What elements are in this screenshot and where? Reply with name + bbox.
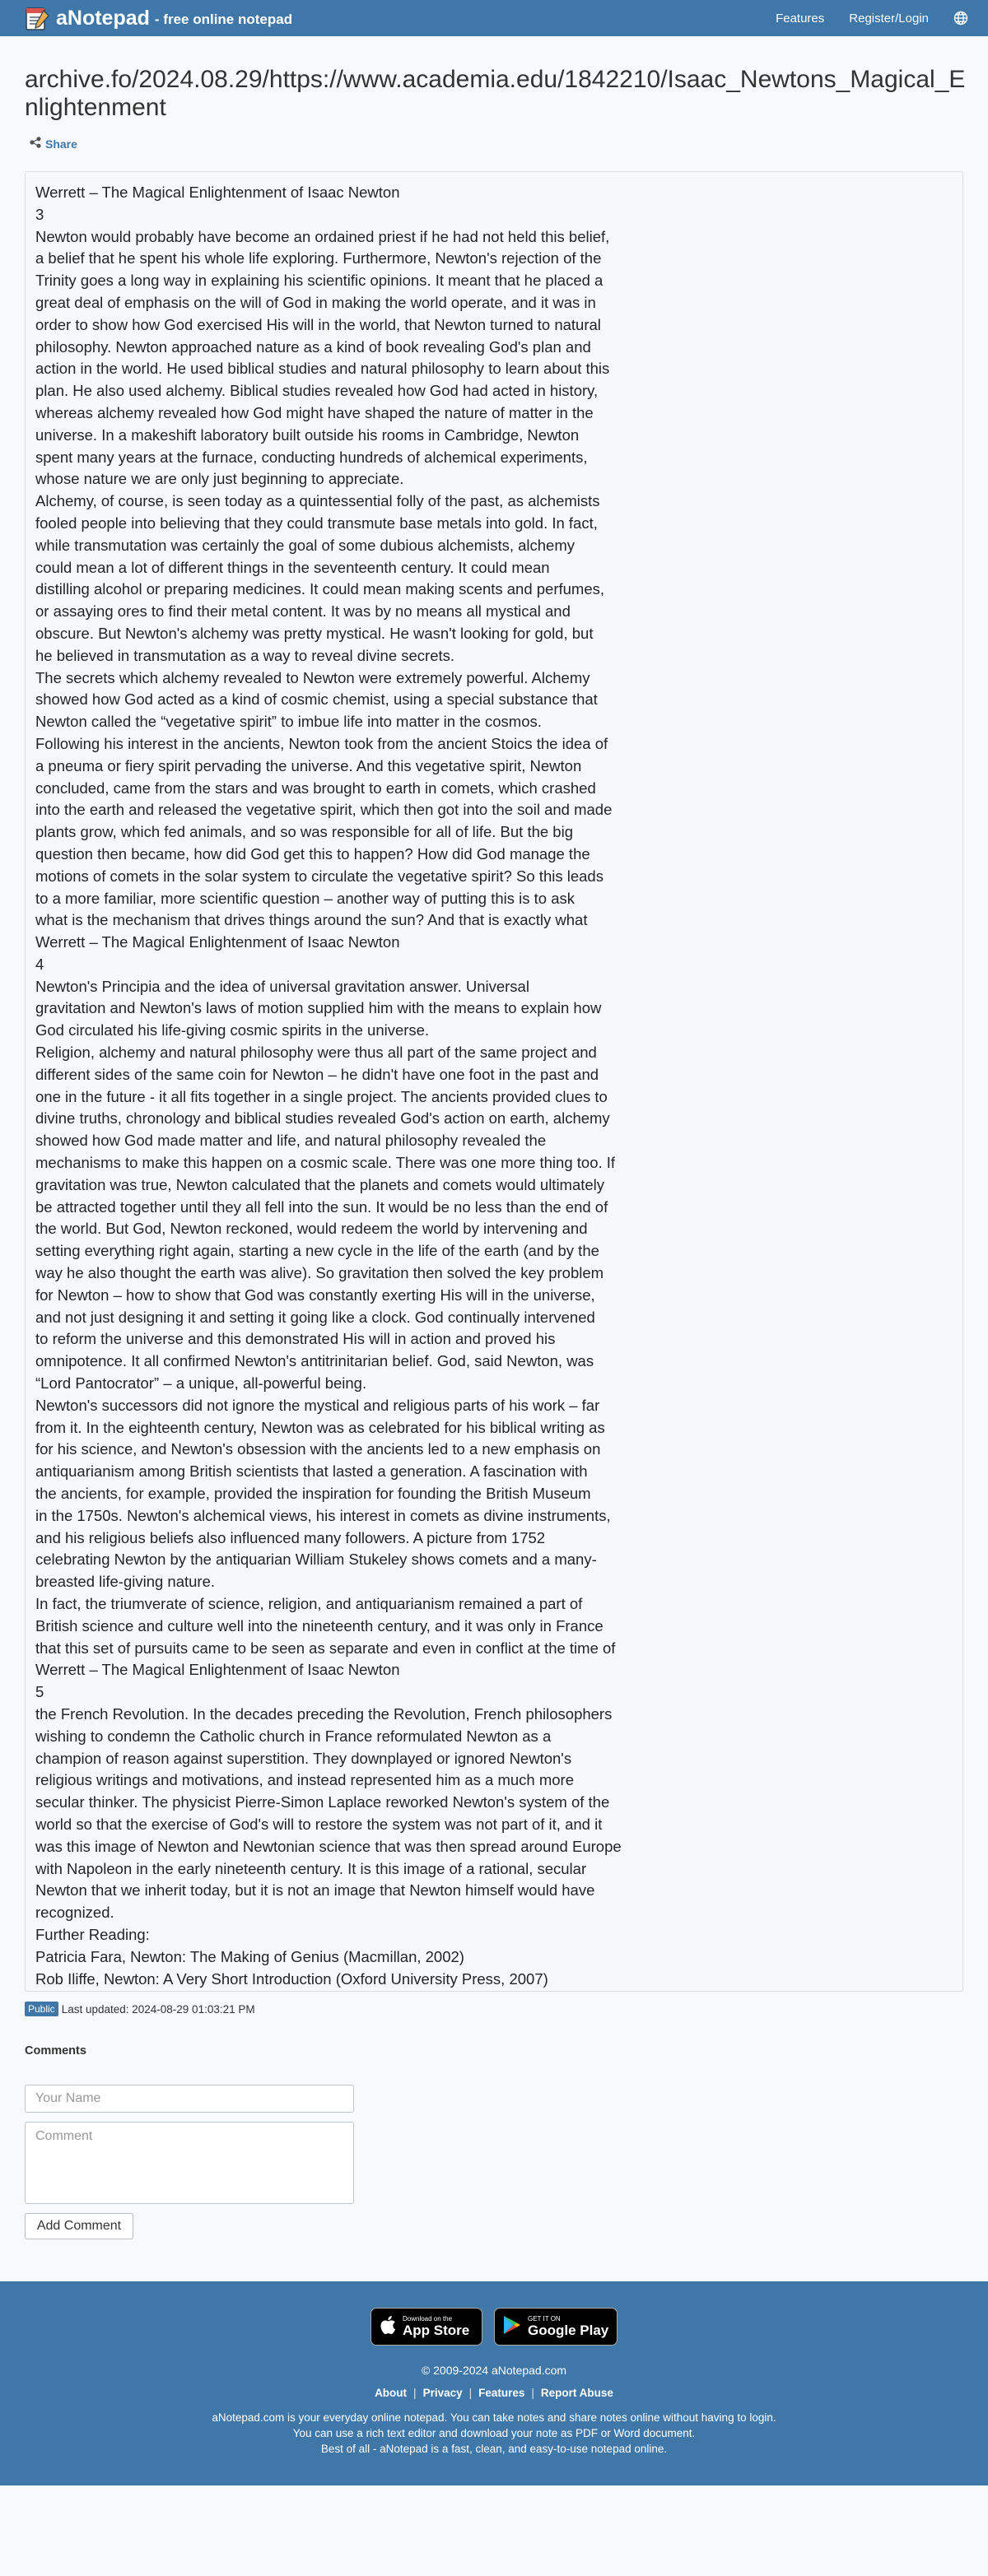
google-play-small-text: GET IT ON: [528, 2315, 561, 2323]
note-line: concluded, came from the stars and was brought to earth in comets, which crashed: [35, 779, 596, 797]
footer-link-privacy[interactable]: Privacy: [422, 2387, 463, 2399]
footer-description: [0, 2410, 988, 2457]
note-line: the ancients, for example, provided the inspiration for founding the British Museum: [35, 1485, 591, 1503]
note-line: Newton that we inherit today, but it is not an image that Newton himself would have: [35, 1881, 595, 1899]
note-line: omnipotence. It all confirmed Newton's antitrinitarian belief. God, said Newton, was: [35, 1352, 594, 1370]
note-line: The secrets which alchemy revealed to Newton were extremely powerful. Alchemy: [35, 668, 590, 686]
add-comment-button[interactable]: Add Comment: [25, 2213, 133, 2239]
note-line: Alchemy, of course, is seen today as a quintessential folly of the past, as alchemists: [35, 492, 600, 510]
comment-textarea[interactable]: [25, 2122, 354, 2204]
note-line: question then became, how did God get this to happen? How did God manage the: [35, 844, 590, 863]
note-line: what is the mechanism that drives things around the sun? And that is exactly what: [35, 911, 588, 929]
note-line: or assaying ores to find their metal content. It was by no means all mystical and: [35, 602, 571, 621]
note-title: archive.fo/2024.08.29/https://www.academia.edu/1842210/Isaac_Newtons_Magical_Enlightenment: [25, 66, 966, 121]
note-line: Rob Iliffe, Newton: A Very Short Introduction (Oxford University Press, 2007): [35, 1969, 548, 1988]
note-line: celebrating Newton by the antiquarian William Stukeley shows comets and a many-: [35, 1551, 597, 1569]
note-line: world so that the exercise of God's will to restore the system was not part of it, and it: [35, 1815, 603, 1833]
note-line: Further Reading:: [35, 1925, 150, 1943]
google-play-badge[interactable]: [494, 2308, 618, 2346]
note-line: showed how God made matter and life, and natural philosophy revealed the: [35, 1132, 547, 1150]
note-line: showed how God acted as a kind of cosmic chemist, using a special substance that: [35, 690, 598, 709]
footer-link-separator: |: [531, 2387, 534, 2399]
note-line: the world. But God, Newton reckoned, would redeem the world by intervening and: [35, 1220, 588, 1238]
note-line: was this image of Newton and Newtonian science that was then spread around Europe: [35, 1837, 622, 1855]
note-line: Newton's successors did not ignore the mystical and religious parts of his work – far: [35, 1396, 600, 1414]
note-line: while transmutation was certainly the goal of some dubious alchemists, alchemy: [35, 536, 576, 554]
footer-link-about[interactable]: About: [375, 2387, 408, 2399]
note-line: God circulated his life-giving cosmic spirits in the universe.: [35, 1021, 430, 1039]
note-line: could mean a lot of different things in the seventeenth century. It could mean: [35, 558, 550, 576]
footer-link-separator: |: [413, 2387, 417, 2399]
note-line: great deal of emphasis on the will of God in making the world operate, and it was in: [35, 293, 596, 311]
note-line: In fact, the triumverate of science, religion, and antiquarianism remained a part of: [35, 1595, 583, 1612]
brand-name: aNotepad: [56, 6, 150, 30]
note-line: and his religious beliefs also influenced many followers. A picture from 1752: [35, 1528, 546, 1546]
note-line: 5: [35, 1683, 44, 1701]
note-line: be attracted together until they all fell into the sun. It would be no less than the end of: [35, 1197, 608, 1216]
note-line: Werrett – The Magical Enlightenment of Isaac Newton: [35, 184, 400, 201]
share-button[interactable]: [30, 137, 77, 151]
note-line: order to show how God exercised His will in the world, that Newton turned to natural: [35, 315, 601, 333]
note-content-panel: [25, 171, 963, 1992]
note-line: Patricia Fara, Newton: The Making of Genius (Macmillan, 2002): [35, 1947, 464, 1965]
note-line: and not just designing it and setting it going like a clock. God continually intervened: [35, 1308, 595, 1326]
note-line: to reform the universe and this demonstrated His will in action and proved his: [35, 1330, 556, 1348]
note-line: fooled people into believing that they could transmute base metals into gold. In fact,: [35, 514, 598, 532]
note-line: gravitation was true, Newton calculated that the planets and comets would ultimately: [35, 1175, 605, 1193]
nav-register-login-link[interactable]: Register/Login: [849, 11, 929, 26]
site-footer: [0, 2281, 988, 2485]
note-line: one in the future - it all fits together in a single project. The ancients provided clues to: [35, 1087, 608, 1105]
share-icon: [30, 137, 41, 151]
note-line: different sides of the same coin for Newton – he didn't have one foot in the past and: [35, 1065, 599, 1083]
brand-tagline: - free online notepad: [154, 12, 293, 27]
note-line: wishing to condemn the Catholic church in France reformulated Newton as a: [35, 1727, 552, 1745]
note-line: with Napoleon in the early nineteenth century. It is this image of a rational, secular: [35, 1859, 587, 1877]
note-line: religious writings and motivations, and instead represented him as a much more: [35, 1771, 574, 1789]
note-meta: [25, 2002, 255, 2016]
nav-links: [776, 0, 968, 36]
note-line: Newton's Principia and the idea of universal gravitation answer. Universal: [35, 977, 529, 995]
note-line: a pneuma or fiery spirit pervading the universe. And this vegetative spirit, Newton: [35, 756, 582, 774]
note-line: that this set of pursuits came to be seen as separate and even in conflict at the time of: [35, 1639, 616, 1657]
note-line: for his science, and Newton's obsession with the ancients led to a new emphasis on: [35, 1440, 601, 1458]
note-line: philosophy. Newton approached nature as a kind of book revealing God's plan and: [35, 337, 591, 356]
app-store-badge[interactable]: [370, 2308, 482, 2346]
note-line: secular thinker. The physicist Pierre-Simon Laplace reworked Newton's system of the: [35, 1793, 610, 1811]
note-line: for Newton – how to show that God was constantly exerting His will in the universe,: [35, 1286, 595, 1304]
note-line: spent many years at the furnace, conducting hundreds of alchemical experiments,: [35, 448, 588, 466]
note-line: Following his interest in the ancients, Newton took from the ancient Stoics the idea of: [35, 734, 608, 752]
note-line: way he also thought the earth was alive). So gravitation then solved the key problem: [35, 1264, 604, 1282]
google-play-icon: [503, 2315, 521, 2339]
note-line: to a more familiar, more scientific question – another way of putting this is to ask: [35, 889, 576, 907]
note-line: distilling alcohol or preparing medicines. It could mean making scents and perfumes,: [35, 580, 605, 598]
nav-features-link[interactable]: Features: [776, 11, 825, 26]
apple-icon: [380, 2315, 396, 2339]
note-line: Trinity goes a long way in explaining his scientific opinions. It meant that he placed a: [35, 272, 604, 290]
note-line: in the 1750s. Newton's alchemical views, his interest in comets as divine instruments,: [35, 1506, 611, 1524]
google-play-big-text: Google Play: [528, 2323, 609, 2338]
note-line: 4: [35, 955, 44, 973]
note-line: obscure. But Newton's alchemy was pretty mystical. He wasn't looking for gold, but: [35, 624, 594, 642]
note-line: from it. In the eighteenth century, Newton was as celebrated for his biblical writing as: [35, 1418, 605, 1436]
note-line: he believed in transmutation as a way to reveal divine secrets.: [35, 646, 455, 664]
comment-name-input[interactable]: [25, 2085, 354, 2113]
app-store-big-text: App Store: [403, 2323, 470, 2338]
note-body: [35, 182, 953, 1990]
note-line: Newton called the “vegetative spirit” to imbue life into matter in the cosmos.: [35, 713, 542, 731]
brand-link[interactable]: [23, 0, 292, 36]
app-store-small-text: Download on the: [403, 2315, 453, 2323]
note-line: whose nature we are only just beginning to appreciate.: [35, 470, 404, 488]
note-line: the French Revolution. In the decades preceding the Revolution, French philosophers: [35, 1704, 613, 1723]
top-navbar: [0, 0, 988, 36]
note-line: breasted life-giving nature.: [35, 1573, 216, 1591]
note-line: plan. He also used alchemy. Biblical studies revealed how God had acted in history,: [35, 382, 599, 400]
footer-description-line: Best of all - aNotepad is a fast, clean, and easy-to-use notepad online.: [320, 2443, 668, 2455]
note-line: Werrett – The Magical Enlightenment of Isaac Newton: [35, 933, 400, 951]
footer-link-report-abuse[interactable]: Report Abuse: [540, 2387, 613, 2399]
note-line: Werrett – The Magical Enlightenment of Isaac Newton: [35, 1661, 400, 1679]
copyright-text: © 2009-2024 aNotepad.com: [421, 2364, 567, 2377]
notepad-logo-icon: [23, 4, 51, 32]
note-line: “Lord Pantocrator” – a unique, all-powerful being.: [35, 1374, 367, 1393]
note-line: a belief that he spent his whole life exploring. Furthermore, Newton's rejection of the: [35, 249, 602, 267]
footer-link-features[interactable]: Features: [478, 2387, 525, 2399]
footer-links: [0, 2387, 988, 2399]
footer-description-line: aNotepad.com is your everyday online notepad. You can take notes and share notes online without having to login.: [212, 2411, 776, 2424]
globe-icon[interactable]: [953, 11, 968, 26]
store-badges: [370, 2308, 618, 2346]
note-line: whereas alchemy revealed how God might have shaped the nature of matter in the: [35, 403, 594, 421]
note-line: universe. In a makeshift laboratory built outside his rooms in Cambridge, Newton: [35, 425, 580, 444]
share-label: Share: [45, 137, 77, 151]
note-line: British science and culture well into the nineteenth century, and it was only in France: [35, 1616, 604, 1634]
last-updated-text: Last updated: 2024-08-29 01:03:21 PM: [61, 2002, 255, 2016]
note-line: action in the world. He used biblical studies and natural philosophy to learn about this: [35, 360, 610, 378]
note-line: plants grow, which fed animals, and so was responsible for all of life. But the big: [35, 823, 573, 841]
note-line: antiquarianism among British scientists that lasted a generation. A fascination with: [35, 1462, 588, 1481]
note-line: Newton would probably have become an ordained priest if he had not held this belief,: [35, 227, 610, 245]
note-line: mechanisms to make this happen on a cosmic scale. There was one more thing too. If: [35, 1154, 616, 1172]
footer-link-separator: |: [468, 2387, 473, 2399]
note-line: motions of comets in the solar system to circulate the vegetative spirit? So this leads: [35, 867, 604, 885]
note-line: recognized.: [35, 1904, 114, 1922]
note-line: setting everything right again, starting a new cycle in the life of the earth (and by the: [35, 1242, 599, 1260]
comments-heading: Comments: [25, 2044, 86, 2058]
visibility-badge: Public: [25, 2002, 58, 2016]
note-line: champion of reason against superstition. They downplayed or ignored Newton's: [35, 1749, 572, 1767]
note-line: into the earth and released the vegetative spirit, which then got into the soil and made: [35, 801, 613, 819]
note-line: gravitation and Newton's laws of motion supplied him with the means to explain how: [35, 999, 602, 1017]
note-line: Religion, alchemy and natural philosophy were thus all part of the same project and: [35, 1044, 597, 1062]
footer-description-line: You can use a rich text editor and download your note as PDF or Word document.: [292, 2427, 696, 2439]
note-line: 3: [35, 205, 44, 223]
note-line: divine truths, chronology and biblical studies revealed God's action on earth, alchemy: [35, 1109, 610, 1128]
